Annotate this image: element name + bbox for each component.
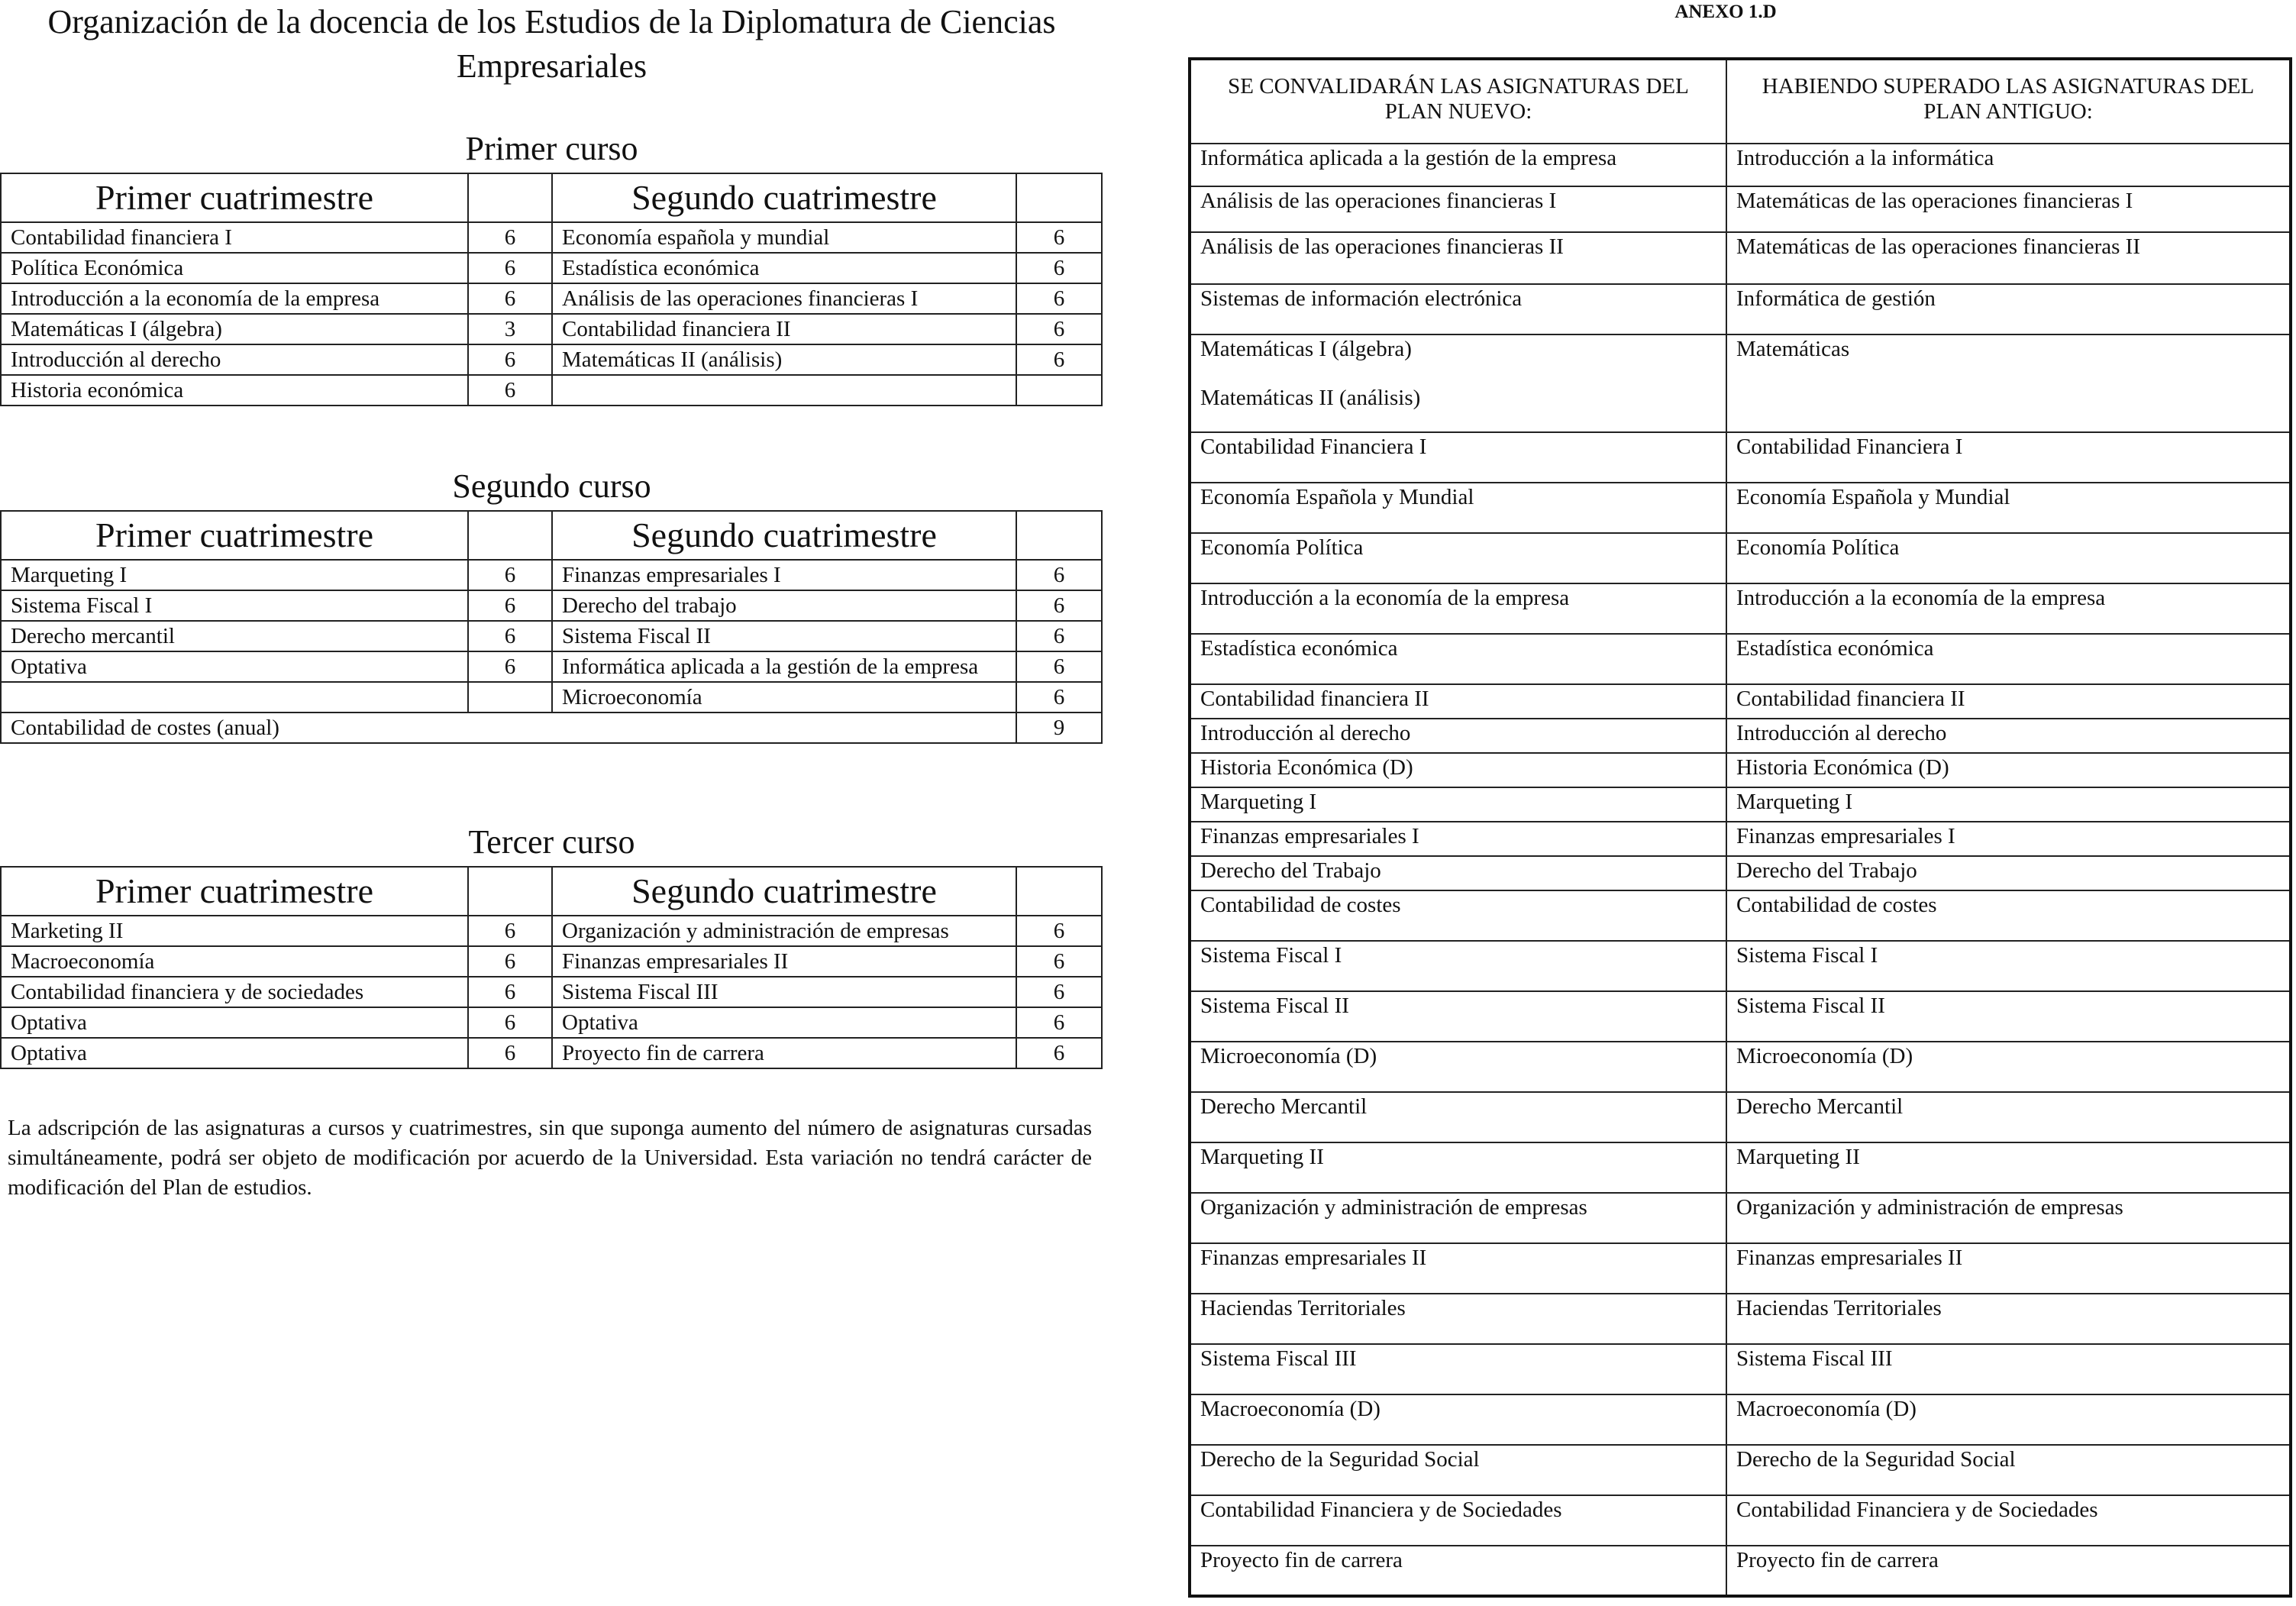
subject-cell: Contabilidad financiera I <box>1 222 468 253</box>
subject-cell: Introducción al derecho <box>1 344 468 375</box>
new-plan-subject <box>1190 1243 1726 1294</box>
credits-cell: 6 <box>1016 560 1102 590</box>
credits-cell: 6 <box>468 651 552 682</box>
old-plan-subject: Sistema Fiscal I <box>1726 941 2291 991</box>
table-row <box>1 651 1102 682</box>
table-row <box>1190 284 2291 334</box>
new-plan-subject-line: Organización y administración de empresas <box>1200 1195 1587 1220</box>
table-row <box>1190 1344 2291 1394</box>
convalidation-header-row <box>1190 59 2291 144</box>
new-plan-subject <box>1190 432 1726 483</box>
credits-cell: 6 <box>468 590 552 621</box>
table-row <box>1190 822 2291 856</box>
new-plan-subject-line: Microeconomía (D) <box>1200 1044 1377 1068</box>
table-row <box>1 375 1102 406</box>
new-plan-subject <box>1190 991 1726 1042</box>
table-row <box>1190 583 2291 634</box>
credits-cell: 6 <box>468 946 552 977</box>
table-row <box>1190 1042 2291 1092</box>
new-plan-subject <box>1190 1042 1726 1092</box>
new-plan-subject <box>1190 533 1726 583</box>
modification-note: La adscripción de las asignaturas a cursos y cuatrimestres, sin que suponga aumento del número de asignaturas cursadas simultáneamente, podrá ser objeto de modificación por acuerdo de la Universidad. Esta variación no tendrá carácter de modificación del Plan de estudios. <box>8 1116 1092 1200</box>
credits-cell: 6 <box>1016 283 1102 314</box>
new-plan-subject <box>1190 186 1726 232</box>
subject-cell <box>1 682 468 713</box>
document-title-line1: Organización de la docencia de los Estudios de la Diplomatura de Ciencias <box>47 3 1056 40</box>
document-title-line2: Empresariales <box>456 47 647 85</box>
credits-cell: 6 <box>1016 253 1102 283</box>
new-plan-subject <box>1190 753 1726 787</box>
header-blank <box>1016 867 1102 916</box>
table-row <box>1190 787 2291 822</box>
credits-cell: 6 <box>468 916 552 946</box>
table-row <box>1190 483 2291 533</box>
header-blank <box>1016 173 1102 222</box>
course-table-segundo <box>0 510 1103 744</box>
new-plan-subject <box>1190 1546 1726 1596</box>
semester-header-row <box>1 173 1102 222</box>
credits-cell: 6 <box>468 621 552 651</box>
credits-cell: 3 <box>468 314 552 344</box>
header-new-plan: SE CONVALIDARÁN LAS ASIGNATURAS DEL PLAN NUEVO: <box>1190 59 1726 144</box>
subject-cell: Microeconomía <box>552 682 1016 713</box>
old-plan-subject: Sistema Fiscal III <box>1726 1344 2291 1394</box>
credits-cell: 6 <box>468 977 552 1007</box>
subject-cell: Optativa <box>1 1007 468 1038</box>
old-plan-subject: Matemáticas de las operaciones financieras I <box>1726 186 2291 232</box>
table-row <box>1190 144 2291 186</box>
new-plan-subject <box>1190 1092 1726 1142</box>
subject-cell: Finanzas empresariales I <box>552 560 1016 590</box>
course-title-tercer: Tercer curso <box>468 823 635 861</box>
new-plan-subject <box>1190 941 1726 991</box>
subject-cell: Optativa <box>1 1038 468 1068</box>
new-plan-subject-line: Análisis de las operaciones financieras I <box>1200 189 1557 213</box>
table-row <box>1 560 1102 590</box>
semester-header-row <box>1 511 1102 560</box>
table-row <box>1190 186 2291 232</box>
new-plan-subject-line: Introducción a la economía de la empresa <box>1200 586 1570 610</box>
subject-cell: Contabilidad financiera y de sociedades <box>1 977 468 1007</box>
old-plan-subject: Derecho Mercantil <box>1726 1092 2291 1142</box>
course-table-primer <box>0 173 1103 406</box>
subject-cell: Organización y administración de empresas <box>552 916 1016 946</box>
table-row <box>1190 232 2291 284</box>
old-plan-subject: Introducción a la economía de la empresa <box>1726 583 2291 634</box>
new-plan-subject <box>1190 822 1726 856</box>
table-row <box>1190 334 2291 432</box>
annual-subject-cell: Contabilidad de costes (anual) <box>1 713 1016 743</box>
header-blank <box>468 511 552 560</box>
header-blank <box>468 173 552 222</box>
new-plan-subject-line: Haciendas Territoriales <box>1200 1296 1406 1320</box>
credits-cell: 6 <box>468 375 552 406</box>
new-plan-subject <box>1190 1495 1726 1546</box>
subject-cell: Historia económica <box>1 375 468 406</box>
table-row <box>1190 1495 2291 1546</box>
old-plan-subject: Contabilidad Financiera y de Sociedades <box>1726 1495 2291 1546</box>
old-plan-subject: Contabilidad de costes <box>1726 890 2291 941</box>
old-plan-subject: Matemáticas <box>1726 334 2291 432</box>
new-plan-subject-line: Matemáticas I (álgebra) <box>1200 337 1412 361</box>
table-row <box>1 253 1102 283</box>
credits-cell: 6 <box>1016 916 1102 946</box>
semester-header-row <box>1 867 1102 916</box>
credits-cell: 6 <box>1016 222 1102 253</box>
table-row <box>1190 753 2291 787</box>
table-row <box>1 314 1102 344</box>
subject-cell: Derecho del trabajo <box>552 590 1016 621</box>
table-row <box>1 1007 1102 1038</box>
old-plan-subject: Finanzas empresariales I <box>1726 822 2291 856</box>
table-row <box>1190 1445 2291 1495</box>
credits-cell: 6 <box>468 222 552 253</box>
table-row <box>1 946 1102 977</box>
table-row <box>1190 533 2291 583</box>
new-plan-subject-line: Finanzas empresariales I <box>1200 824 1419 848</box>
new-plan-subject-line: Sistema Fiscal I <box>1200 943 1342 968</box>
new-plan-subject <box>1190 1445 1726 1495</box>
old-plan-subject: Introducción a la informática <box>1726 144 2291 186</box>
credits-cell: 6 <box>1016 977 1102 1007</box>
table-row <box>1 977 1102 1007</box>
credits-cell: 6 <box>1016 946 1102 977</box>
credits-cell: 6 <box>468 253 552 283</box>
table-row <box>1 222 1102 253</box>
subject-cell: Optativa <box>552 1007 1016 1038</box>
table-row <box>1190 991 2291 1042</box>
new-plan-subject <box>1190 1142 1726 1193</box>
new-plan-subject <box>1190 890 1726 941</box>
subject-cell: Optativa <box>1 651 468 682</box>
subject-cell: Matemáticas I (álgebra) <box>1 314 468 344</box>
header-blank <box>1016 511 1102 560</box>
subject-cell: Matemáticas II (análisis) <box>552 344 1016 375</box>
new-plan-subject-line: Marqueting I <box>1200 790 1317 814</box>
subject-cell: Introducción a la economía de la empresa <box>1 283 468 314</box>
subject-cell: Derecho mercantil <box>1 621 468 651</box>
subject-cell: Macroeconomía <box>1 946 468 977</box>
annual-credits-cell: 9 <box>1016 713 1102 743</box>
credits-cell: 6 <box>1016 1007 1102 1038</box>
new-plan-subject <box>1190 232 1726 284</box>
course-title-primer: Primer curso <box>465 130 638 167</box>
table-row <box>1190 1294 2291 1344</box>
subject-cell: Informática aplicada a la gestión de la empresa <box>552 651 1016 682</box>
credits-cell: 6 <box>468 1007 552 1038</box>
new-plan-subject <box>1190 284 1726 334</box>
new-plan-subject-line: Historia Económica (D) <box>1200 755 1413 780</box>
new-plan-subject <box>1190 1394 1726 1445</box>
new-plan-subject-line: Estadística económica <box>1200 636 1398 661</box>
old-plan-subject: Economía Española y Mundial <box>1726 483 2291 533</box>
subject-cell: Estadística económica <box>552 253 1016 283</box>
old-plan-subject: Finanzas empresariales II <box>1726 1243 2291 1294</box>
credits-cell: 6 <box>1016 344 1102 375</box>
new-plan-subject <box>1190 856 1726 890</box>
header-segundo-cuatrimestre: Segundo cuatrimestre <box>552 867 1016 916</box>
old-plan-subject: Microeconomía (D) <box>1726 1042 2291 1092</box>
table-row <box>1 590 1102 621</box>
new-plan-subject-line: Contabilidad de costes <box>1200 893 1401 917</box>
new-plan-subject <box>1190 1294 1726 1344</box>
convalidation-table <box>1188 57 2292 1598</box>
new-plan-subject <box>1190 483 1726 533</box>
new-plan-subject-line: Finanzas empresariales II <box>1200 1246 1427 1270</box>
table-row <box>1190 1092 2291 1142</box>
annex-label: ANEXO 1.D <box>1674 2 1777 22</box>
subject-cell: Sistema Fiscal II <box>552 621 1016 651</box>
new-plan-subject <box>1190 1193 1726 1243</box>
new-plan-subject-line: Informática aplicada a la gestión de la empresa <box>1200 146 1617 170</box>
table-row <box>1190 856 2291 890</box>
course-title-segundo: Segundo curso <box>452 467 651 505</box>
subject-cell: Proyecto fin de carrera <box>552 1038 1016 1068</box>
table-row <box>1190 1243 2291 1294</box>
credits-cell <box>468 682 552 713</box>
subject-cell: Análisis de las operaciones financieras I <box>552 283 1016 314</box>
credits-cell: 6 <box>1016 1038 1102 1068</box>
new-plan-subject-line: Derecho Mercantil <box>1200 1094 1368 1119</box>
new-plan-subject <box>1190 1344 1726 1394</box>
table-row <box>1190 941 2291 991</box>
new-plan-subject-line: Matemáticas II (análisis) <box>1200 386 1421 410</box>
old-plan-subject: Estadística económica <box>1726 634 2291 684</box>
table-row <box>1190 719 2291 753</box>
table-row <box>1190 1142 2291 1193</box>
old-plan-subject: Introducción al derecho <box>1726 719 2291 753</box>
new-plan-subject-line: Contabilidad financiera II <box>1200 687 1429 711</box>
header-segundo-cuatrimestre: Segundo cuatrimestre <box>552 511 1016 560</box>
annual-row <box>1 713 1102 743</box>
subject-cell: Finanzas empresariales II <box>552 946 1016 977</box>
table-row <box>1 621 1102 651</box>
table-row <box>1 916 1102 946</box>
new-plan-subject-line: Economía Española y Mundial <box>1200 485 1474 509</box>
old-plan-subject: Marqueting I <box>1726 787 2291 822</box>
new-plan-subject-line: Marqueting II <box>1200 1145 1324 1169</box>
new-plan-subject <box>1190 634 1726 684</box>
subject-cell: Marqueting I <box>1 560 468 590</box>
subject-cell: Marketing II <box>1 916 468 946</box>
table-row <box>1190 684 2291 719</box>
table-row <box>1190 1546 2291 1596</box>
old-plan-subject: Economía Política <box>1726 533 2291 583</box>
old-plan-subject: Contabilidad Financiera I <box>1726 432 2291 483</box>
table-row <box>1190 432 2291 483</box>
new-plan-subject <box>1190 684 1726 719</box>
table-row <box>1 283 1102 314</box>
credits-cell <box>1016 375 1102 406</box>
new-plan-subject-line: Contabilidad Financiera I <box>1200 435 1427 459</box>
new-plan-subject-line: Introducción al derecho <box>1200 721 1411 745</box>
new-plan-subject <box>1190 144 1726 186</box>
subject-cell: Política Económica <box>1 253 468 283</box>
old-plan-subject: Derecho de la Seguridad Social <box>1726 1445 2291 1495</box>
credits-cell: 6 <box>468 283 552 314</box>
old-plan-subject: Matemáticas de las operaciones financieras II <box>1726 232 2291 284</box>
credits-cell: 6 <box>1016 621 1102 651</box>
new-plan-subject-line: Sistema Fiscal III <box>1200 1346 1357 1371</box>
credits-cell: 6 <box>1016 651 1102 682</box>
subject-cell: Sistema Fiscal I <box>1 590 468 621</box>
new-plan-subject <box>1190 719 1726 753</box>
header-primer-cuatrimestre: Primer cuatrimestre <box>1 173 468 222</box>
old-plan-subject: Proyecto fin de carrera <box>1726 1546 2291 1596</box>
old-plan-subject: Marqueting II <box>1726 1142 2291 1193</box>
credits-cell: 6 <box>468 560 552 590</box>
credits-cell: 6 <box>468 1038 552 1068</box>
old-plan-subject: Contabilidad financiera II <box>1726 684 2291 719</box>
new-plan-subject-line: Análisis de las operaciones financieras II <box>1200 234 1564 259</box>
new-plan-subject-line: Sistema Fiscal II <box>1200 994 1349 1018</box>
table-row <box>1 344 1102 375</box>
table-row <box>1 682 1102 713</box>
new-plan-subject <box>1190 787 1726 822</box>
course-table-tercer <box>0 866 1103 1069</box>
new-plan-subject-line: Macroeconomía (D) <box>1200 1397 1381 1421</box>
old-plan-subject: Macroeconomía (D) <box>1726 1394 2291 1445</box>
subject-cell <box>552 375 1016 406</box>
new-plan-subject-line: Proyecto fin de carrera <box>1200 1548 1403 1572</box>
table-row <box>1190 634 2291 684</box>
header-segundo-cuatrimestre: Segundo cuatrimestre <box>552 173 1016 222</box>
subject-cell: Contabilidad financiera II <box>552 314 1016 344</box>
table-row <box>1190 1193 2291 1243</box>
left-page <box>0 0 1103 1200</box>
credits-cell: 6 <box>468 344 552 375</box>
subject-cell: Sistema Fiscal III <box>552 977 1016 1007</box>
new-plan-subject-line: Derecho de la Seguridad Social <box>1200 1447 1480 1472</box>
old-plan-subject: Derecho del Trabajo <box>1726 856 2291 890</box>
old-plan-subject: Historia Económica (D) <box>1726 753 2291 787</box>
new-plan-subject-line: Derecho del Trabajo <box>1200 858 1381 883</box>
subject-cell: Economía española y mundial <box>552 222 1016 253</box>
header-primer-cuatrimestre: Primer cuatrimestre <box>1 511 468 560</box>
new-plan-subject <box>1190 334 1726 432</box>
credits-cell: 6 <box>1016 682 1102 713</box>
old-plan-subject: Haciendas Territoriales <box>1726 1294 2291 1344</box>
document-title <box>0 0 1103 89</box>
credits-cell: 6 <box>1016 590 1102 621</box>
table-row <box>1190 1394 2291 1445</box>
table-row <box>1 1038 1102 1068</box>
header-old-plan: HABIENDO SUPERADO LAS ASIGNATURAS DEL PLAN ANTIGUO: <box>1726 59 2291 144</box>
header-blank <box>468 867 552 916</box>
header-primer-cuatrimestre: Primer cuatrimestre <box>1 867 468 916</box>
old-plan-subject: Sistema Fiscal II <box>1726 991 2291 1042</box>
new-plan-subject-line: Sistemas de información electrónica <box>1200 286 1523 311</box>
table-row <box>1190 890 2291 941</box>
credits-cell: 6 <box>1016 314 1102 344</box>
old-plan-subject: Organización y administración de empresas <box>1726 1193 2291 1243</box>
new-plan-subject-line: Contabilidad Financiera y de Sociedades <box>1200 1498 1562 1522</box>
new-plan-subject-line: Economía Política <box>1200 535 1364 560</box>
new-plan-subject <box>1190 583 1726 634</box>
old-plan-subject: Informática de gestión <box>1726 284 2291 334</box>
